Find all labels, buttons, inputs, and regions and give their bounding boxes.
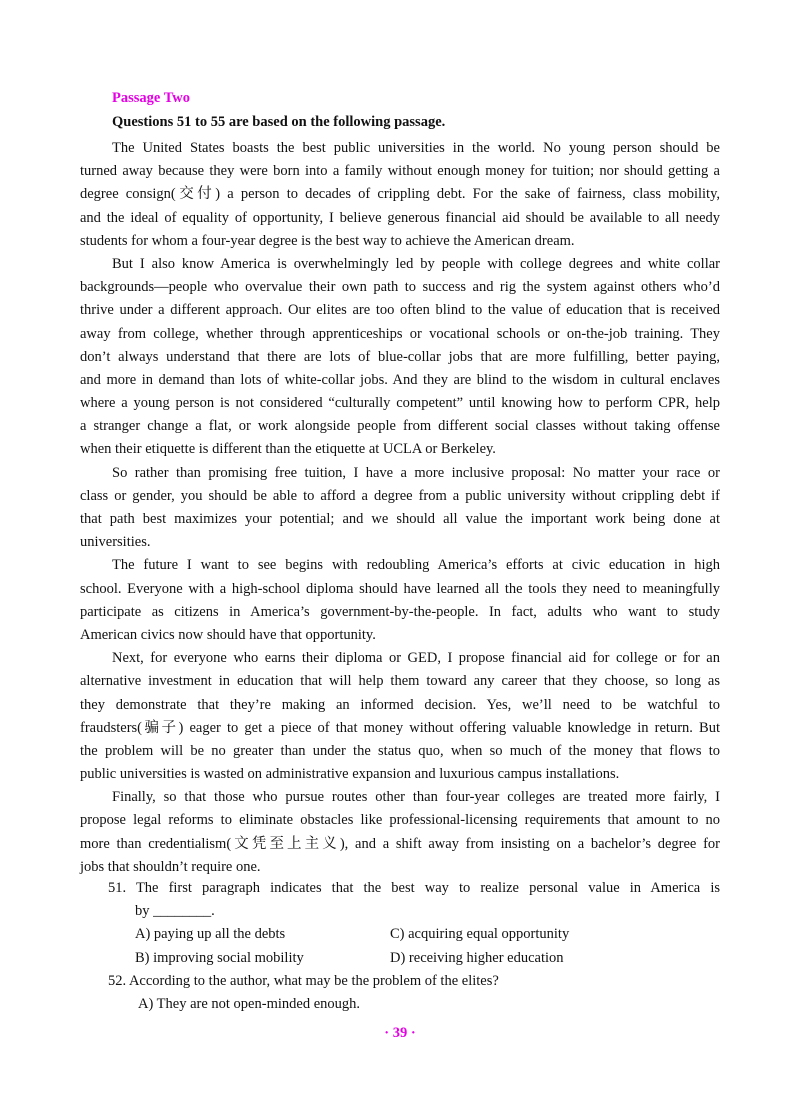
paragraph-line: thrive under a different approach. Our elites are too often blind to the value of education that is received: [80, 302, 720, 319]
question-51-text: 51. The first paragraph indicates that the best way to realize personal value in America is: [108, 880, 720, 896]
paragraph-line: backgrounds—people who overvalue their own path to success and rig the system against others who’d: [80, 279, 720, 296]
paragraph-line: when their etiquette is different than the etiquette at UCLA or Berkeley.: [80, 441, 496, 458]
paragraph: [80, 647, 720, 786]
paragraph-line: class or gender, you should be able to afford a degree from a public university without crippling debt if: [80, 487, 720, 504]
option-51-c[interactable]: C) acquiring equal opportunity: [390, 926, 570, 943]
paragraph-line: public universities is wasted on administrative expansion and luxurious campus installations.: [80, 766, 620, 783]
paragraph-line: a stranger change a flat, or work alongside people from different social classes without taking offense: [80, 418, 720, 435]
paragraph-line: students for whom a four-year degree is the best way to achieve the American dream.: [80, 232, 575, 249]
passage-body: [80, 137, 720, 879]
paragraph: [80, 137, 720, 253]
page-number: · 39 ·: [384, 1025, 416, 1041]
question-51-options-row1: [80, 923, 720, 946]
paragraph-line: The future I want to see begins with redoubling America’s efforts at civic education in high: [112, 557, 720, 574]
paragraph: [80, 462, 720, 555]
paragraph-line: jobs that shouldn’t require one.: [80, 858, 261, 875]
option-51-d[interactable]: D) receiving higher education: [390, 949, 564, 966]
paragraph-line: where a young person is not considered “culturally competent” until knowing how to perform CPR, help: [80, 395, 720, 412]
paragraph-line: alternative investment in education that will help them toward any career that they choose, so long as: [80, 673, 720, 690]
paragraph-line: The United States boasts the best public universities in the world. No young person should be: [112, 140, 720, 156]
paragraph-line: So rather than promising free tuition, I have a more inclusive proposal: No matter your race or: [112, 464, 720, 481]
paragraph-line: more than credentialism(文凭至上主义), and a shift away from insisting on a bachelor’s degree for: [80, 835, 720, 852]
question-51-stem: [80, 877, 720, 900]
paragraph-line: that path best maximizes your potential; and we should all value the important work being done at: [80, 511, 720, 527]
paragraph-line: they demonstrate that they’re making an informed decision. Yes, we’ll need to be watchful to: [80, 696, 720, 713]
paragraph-line: American civics now should have that opportunity.: [80, 626, 376, 643]
option-51-a[interactable]: A) paying up all the debts: [135, 926, 286, 943]
option-51-b[interactable]: B) improving social mobility: [135, 949, 304, 966]
paragraph-line: degree consign(交付) a person to decades of crippling debt. For the sake of fairness, class mobility,: [80, 186, 720, 203]
paragraph-line: away from college, whether through apprenticeships or vocational schools or on-the-job training. They: [80, 325, 720, 342]
paragraph-line: turned away because they were born into a family without enough money for tuition; nor should getting a: [80, 163, 720, 180]
paragraph: [80, 554, 720, 647]
paragraph-line: the problem will be no greater than under the status quo, when so much of the money that flows to: [80, 742, 720, 759]
paragraph-line: Next, for everyone who earns their diploma or GED, I propose financial aid for college or for an: [112, 650, 720, 667]
paragraph-line: Finally, so that those who pursue routes other than four-year colleges are treated more fairly, I: [112, 789, 720, 806]
questions: [80, 877, 720, 1016]
paragraph-line: universities.: [80, 534, 151, 551]
paragraph: [80, 786, 720, 879]
paragraph-line: don’t always understand that there are lots of blue-collar jobs that are more fulfilling, better paying,: [80, 348, 720, 365]
paragraph-line: and more in demand than lots of white-collar jobs. And they are blind to the wisdom in cultural enclaves: [80, 371, 720, 388]
paragraph-line: school. Everyone with a high-school diploma should have learned all the tools they need to meaningfully: [80, 580, 720, 597]
question-51-options-row2: [80, 947, 720, 970]
option-52-a[interactable]: A) They are not open-minded enough.: [138, 995, 361, 1012]
paragraph-line: fraudsters(骗子) eager to get a piece of that money without offering valuable knowledge in return. But: [80, 719, 720, 736]
question-52-stem: 52. According to the author, what may be the problem of the elites?: [108, 972, 499, 989]
paragraph-line: propose legal reforms to eliminate obstacles like professional-licensing requirements that amount to no: [80, 812, 720, 829]
paragraph-line: But I also know America is overwhelmingly led by people with college degrees and white collar: [112, 255, 720, 272]
paragraph: [80, 253, 720, 462]
paragraph-line: and the ideal of equality of opportunity, I believe generous financial aid should be available to all needy: [80, 209, 720, 226]
passage-instruction: Questions 51 to 55 are based on the following passage.: [112, 114, 446, 130]
paragraph-line: participate as citizens in America’s government-by-the-people. In fact, adults who want to study: [80, 603, 720, 620]
question-51-stem-cont: by ________.: [135, 903, 215, 920]
passage-heading: Passage Two: [112, 90, 191, 106]
